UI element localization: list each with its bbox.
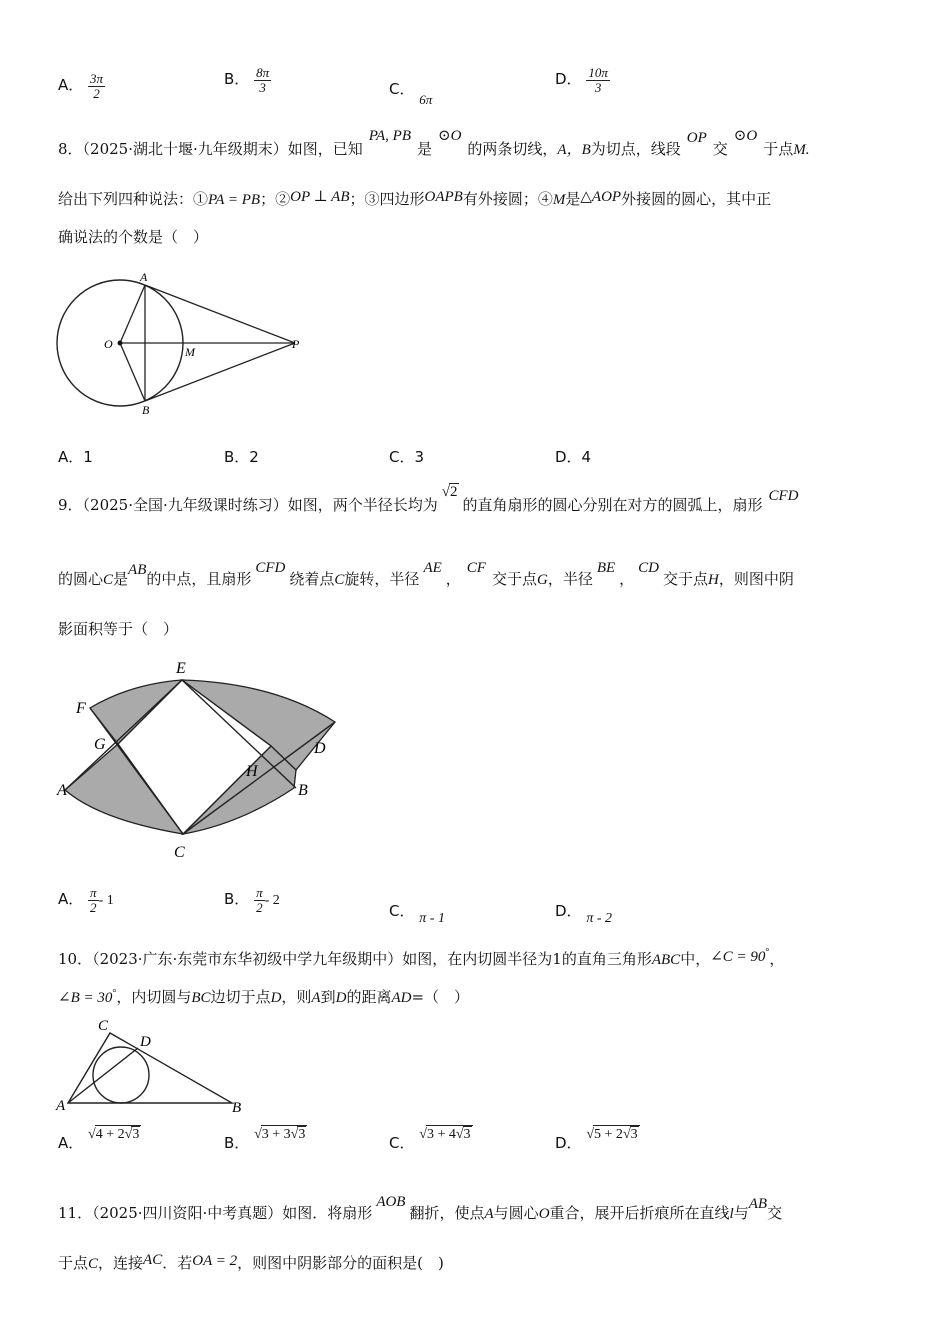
option-label: D． [555,70,582,89]
point-o [118,341,123,346]
math-l: l [729,1206,734,1222]
label-o: O [104,337,113,351]
q10-figure [50,1014,255,1116]
math-arc-ab: AB [128,562,147,578]
math-circle-o: ⊙O [438,128,462,144]
q8-line-3 [58,226,208,247]
q8-option-c: C．3 [389,448,425,466]
label-p: P [292,337,300,351]
q9-option-a [58,886,114,914]
option-label: B． [224,890,250,909]
q9-text: 影面积等于（ ） [58,620,179,638]
q8-text: 有外接圆；④ [462,190,553,208]
q9-figure [50,652,350,867]
math-ac: AC [143,1252,163,1268]
q7-option-b [224,66,271,94]
q8-text: 是 [565,190,581,208]
label-b: B [298,782,308,799]
radius-oa [120,285,145,343]
math-be: BE [596,560,616,576]
math-angle-b [58,990,116,1006]
numerator: 8π [256,65,270,80]
math-d: D [335,990,347,1006]
math-g: G [536,572,548,588]
denominator: 3 [594,79,602,95]
math-ae: AE [423,560,442,576]
math-c: C [103,572,114,588]
math-pa-pb: PA, PB [368,128,411,144]
q8-text: 交 [712,140,728,158]
q9-text: 交于点 [491,570,537,588]
angle-text: ∠C = 90 [710,949,766,965]
sqrt-expression: √3 + 4√3 [419,1127,471,1142]
q11-text: ，则图中阴影部分的面积是( ) [237,1254,444,1272]
q9-text: ， [619,570,635,588]
numerator: 10π [588,65,608,80]
q9-text: ，则图中阴 [718,570,794,588]
q10-line-1 [58,948,784,969]
q8-text: 给出下列四种说法：① [58,190,209,208]
fraction [586,66,610,94]
q11-line-1 [58,1194,783,1223]
q7-option-a [58,72,105,100]
q9-line-1 [58,484,799,515]
q10-text: ，则 [281,988,312,1006]
label-a: A [140,270,148,284]
option-label: A． [58,76,84,95]
option-label: C． [389,902,415,920]
math-c: C [334,572,345,588]
option-label: C． [389,80,415,98]
radicand: 3 + 4 [426,1127,456,1142]
inner-radicand: 3 [463,1127,471,1142]
math-circle-o: ⊙O [733,128,758,144]
label-a: A [56,1098,66,1114]
q10-option-c [389,1127,473,1153]
label-m: M [185,345,195,359]
label-c: C [174,844,185,861]
math-cd: CD [638,560,660,576]
q10-text: 边切于点 [210,988,271,1006]
q8-figure [50,262,320,422]
q10-option-a [58,1127,141,1153]
option-tail: - 1 [98,893,114,909]
denominator: 2 [90,899,97,915]
math-m: M [552,192,566,208]
math-cfd: CFD [255,560,286,576]
math-a: A [484,1206,494,1222]
q9-option-d [555,900,613,926]
q10-text: ，内切圆与 [116,988,192,1006]
q9-option-b [224,886,280,914]
label-e: E [176,660,186,677]
label-c: C [98,1018,109,1034]
label-f: F [76,700,86,717]
math-aob: AOB [376,1194,406,1210]
option-value: π - 1 [419,911,445,926]
q9-text: 绕着点 [289,570,335,588]
numerator: π [90,885,97,900]
sqrt-expression: √5 + 2√3 [586,1127,638,1142]
radicand: 4 + 2 [95,1127,125,1142]
math-cfd: CFD [768,488,799,504]
math-pa-eq-pb: PA = PB [208,192,261,208]
label-b: B [232,1100,242,1116]
q11-text: 重合，展开后折痕所在直线 [549,1204,730,1222]
q8-text: ；③四边形 [349,190,425,208]
q8-text: 为切点，线段 [590,140,681,158]
q9-text: 旋转，半径 [344,570,420,588]
radicand: 3 + 3 [261,1127,291,1142]
math-arc-ab: AB [748,1196,768,1212]
q10-option-b [224,1127,307,1153]
math-op: OP [686,130,707,146]
q11-text: ，连接 [98,1254,144,1272]
option-value: π - 2 [586,911,613,926]
inner-radicand: 3 [630,1127,638,1142]
math-op-perp-ab: OP ⊥ AB [290,189,350,205]
q11-text: 翻折，使点 [409,1204,485,1222]
q8-text: 于点 [763,140,794,158]
option-label: A． [58,1134,84,1152]
q9-option-c [389,900,445,926]
sqrt-expression: √4 + 2√3 [88,1127,140,1142]
q8-option-b: B．2 [224,448,259,466]
denominator: 2 [256,899,263,915]
math-a-b: A，B [557,142,591,158]
q10-text: 到 [320,988,336,1006]
q11-text: 与圆心 [493,1204,539,1222]
radicand: 5 + 2 [594,1127,623,1142]
q9-text: 9．（2025·全国·九年级课时练习）如图，两个半径长均为 [58,496,438,514]
q9-text: 的直角扇形的圆心分别在对方的圆弧上，扇形 [462,496,763,514]
segment-ad [68,1048,138,1103]
math-oapb: OAPB [424,189,463,205]
angle-text: ∠B = 30 [58,990,113,1006]
q9-line-3 [58,618,178,639]
fraction [254,886,265,914]
tangent-pa [145,285,295,343]
option-label: C． [389,1134,415,1152]
q11-line-2 [58,1252,444,1273]
label-h: H [246,763,258,780]
q10-text: ， [769,950,785,968]
option-label: D． [555,902,582,920]
q8-text: ；② [260,190,291,208]
q8-text: 是 [416,140,432,158]
q10-line-2 [58,986,469,1007]
math-abc: ABC [651,952,681,968]
q11-text: 与 [733,1204,749,1222]
numerator: π [256,885,263,900]
math-angle-c [710,949,769,965]
q11-text: ．若 [162,1254,193,1272]
option-label: D． [555,1134,582,1152]
q11-text: 11．（2025·四川资阳·中考真题）如图．将扇形 [58,1204,373,1222]
option-label: A． [58,890,84,909]
math-bc: BC [191,990,211,1006]
inner-radicand: 3 [298,1127,306,1142]
q8-option-a: A．1 [58,448,93,466]
math-o: O [538,1206,550,1222]
option-label: B． [224,70,250,89]
q11-text: 交 [767,1204,783,1222]
math-a: A [311,990,321,1006]
q10-text: 的距离 [346,988,392,1006]
sqrt-expression: √3 + 3√3 [254,1127,306,1142]
fraction [88,886,99,914]
math-m: M. [793,142,810,158]
inner-radicand: 3 [132,1127,140,1142]
degree-sign: ° [112,988,117,999]
math-oa-eq-2: OA = 2 [192,1253,238,1269]
q7-option-d [555,66,610,94]
incircle [93,1047,149,1103]
option-tail: - 2 [264,893,280,909]
q10-text: 10．（2023·广东·东莞市东华初级中学九年级期中）如图，在内切圆半径为1的直角三角形 [58,950,652,968]
q10-text: 中， [680,950,711,968]
q8-line-2 [58,188,771,209]
math-ad: AD [391,990,412,1006]
q10-option-d [555,1127,640,1153]
label-a: A [57,782,67,799]
label-b: B [142,403,150,417]
q9-text: 的圆心 [58,570,104,588]
math-d: D [270,990,282,1006]
numerator: 3π [90,71,104,86]
q8-text: 确说法的个数是（ ） [58,228,209,246]
fraction [88,72,105,100]
label-d: D [140,1034,151,1050]
radius-ob [120,343,145,401]
q11-text: 于点 [58,1254,89,1272]
option-label: B． [224,1134,250,1152]
q7-option-c [389,78,433,107]
denominator: 2 [93,85,100,101]
q8-text: 的两条切线， [467,140,558,158]
radicand: 2 [450,484,458,500]
q8-line-1 [58,128,810,159]
label-d: D [314,740,326,757]
tangent-pb [145,343,295,401]
q9-text: ， [445,570,461,588]
q10-text: =（ ） [411,988,470,1006]
option-value: 6π [419,92,433,107]
q8-text: 8．（2025·湖北十堰·九年级期末）如图，已知 [58,140,363,158]
q9-text: 的中点，且扇形 [146,570,252,588]
fraction [254,66,271,94]
denominator: 3 [259,79,266,95]
math-h: H [708,572,719,588]
degree-sign: ° [765,947,770,958]
math-triangle-aop: △AOP [580,189,622,205]
q9-text: 交于点 [663,570,709,588]
math-sqrt2: √2 [441,484,458,500]
math-c: C [88,1256,99,1272]
q9-text: 是 [113,570,129,588]
q9-text: ，半径 [547,570,593,588]
q8-option-d: D．4 [555,448,592,466]
q8-text: 外接圆的圆心，其中正 [621,190,772,208]
math-cf: CF [466,560,486,576]
label-g: G [94,736,106,753]
q9-line-2 [58,560,794,589]
